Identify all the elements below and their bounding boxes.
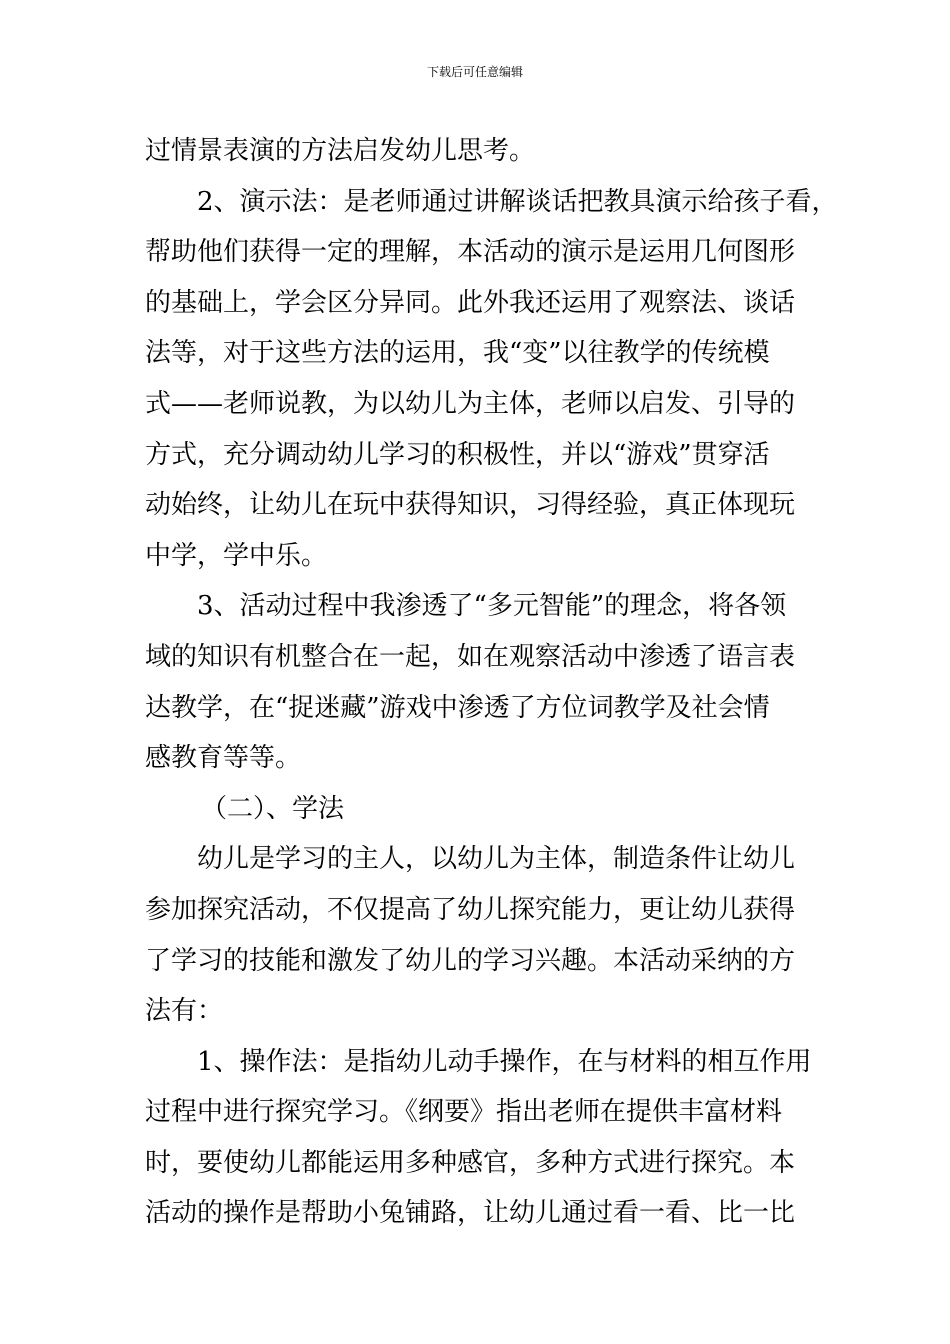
- text-line: 过程中进行探究学习。《纲要》指出老师在提供丰富材料: [145, 1097, 783, 1128]
- text-line: 的基础上，学会区分异同。此外我还运用了观察法、谈话: [145, 287, 796, 318]
- text-line: 活动的操作是帮助小兔铺路，让幼儿通过看一看、比一比: [145, 1198, 796, 1229]
- text-line: 感教育等等。: [145, 743, 302, 774]
- text-line: 时，要使幼儿都能运用多种感官，多种方式进行探究。本: [145, 1147, 796, 1178]
- text-line: 帮助他们获得一定的理解，本活动的演示是运用几何图形: [145, 237, 796, 268]
- section-heading: （二）、学法: [201, 793, 345, 824]
- document-body: [145, 126, 838, 1239]
- text-line: 式——老师说教，为以幼儿为主体，老师以启发、引导的: [145, 388, 796, 419]
- text-line: 过情景表演的方法启发幼儿思考。: [145, 136, 536, 166]
- page-header: 下载后可任意编辑: [426, 65, 523, 79]
- text-line: 方式，充分调动幼儿学习的积极性，并以“游戏”贯穿活: [145, 439, 770, 470]
- text-line: 中学，学中乐。: [145, 540, 328, 571]
- text-line: 域的知识有机整合在一起，如在观察活动中渗透了语言表: [145, 641, 796, 672]
- text-line: 达教学，在“捉迷藏”游戏中渗透了方位词教学及社会情: [145, 692, 770, 723]
- text-line: 幼儿是学习的主人，以幼儿为主体，制造条件让幼儿: [197, 844, 796, 875]
- text-line: 1、操作法：是指幼儿动手操作，在与材料的相互作用: [197, 1046, 812, 1077]
- text-line: 参加探究活动，不仅提高了幼儿探究能力，更让幼儿获得: [145, 894, 796, 925]
- text-line: 3、活动过程中我渗透了“多元智能”的理念，将各领: [197, 591, 787, 622]
- text-line: 法有：: [145, 996, 224, 1027]
- text-line: 动始终，让幼儿在玩中获得知识，习得经验，真正体现玩: [145, 490, 796, 521]
- text-line: 2、演示法：是老师通过讲解谈话把教具演示给孩子看，: [197, 186, 838, 217]
- text-line: 了学习的技能和激发了幼儿的学习兴趣。本活动采纳的方: [145, 945, 796, 976]
- text-line: 法等，对于这些方法的运用，我“变”以往教学的传统模: [145, 338, 770, 369]
